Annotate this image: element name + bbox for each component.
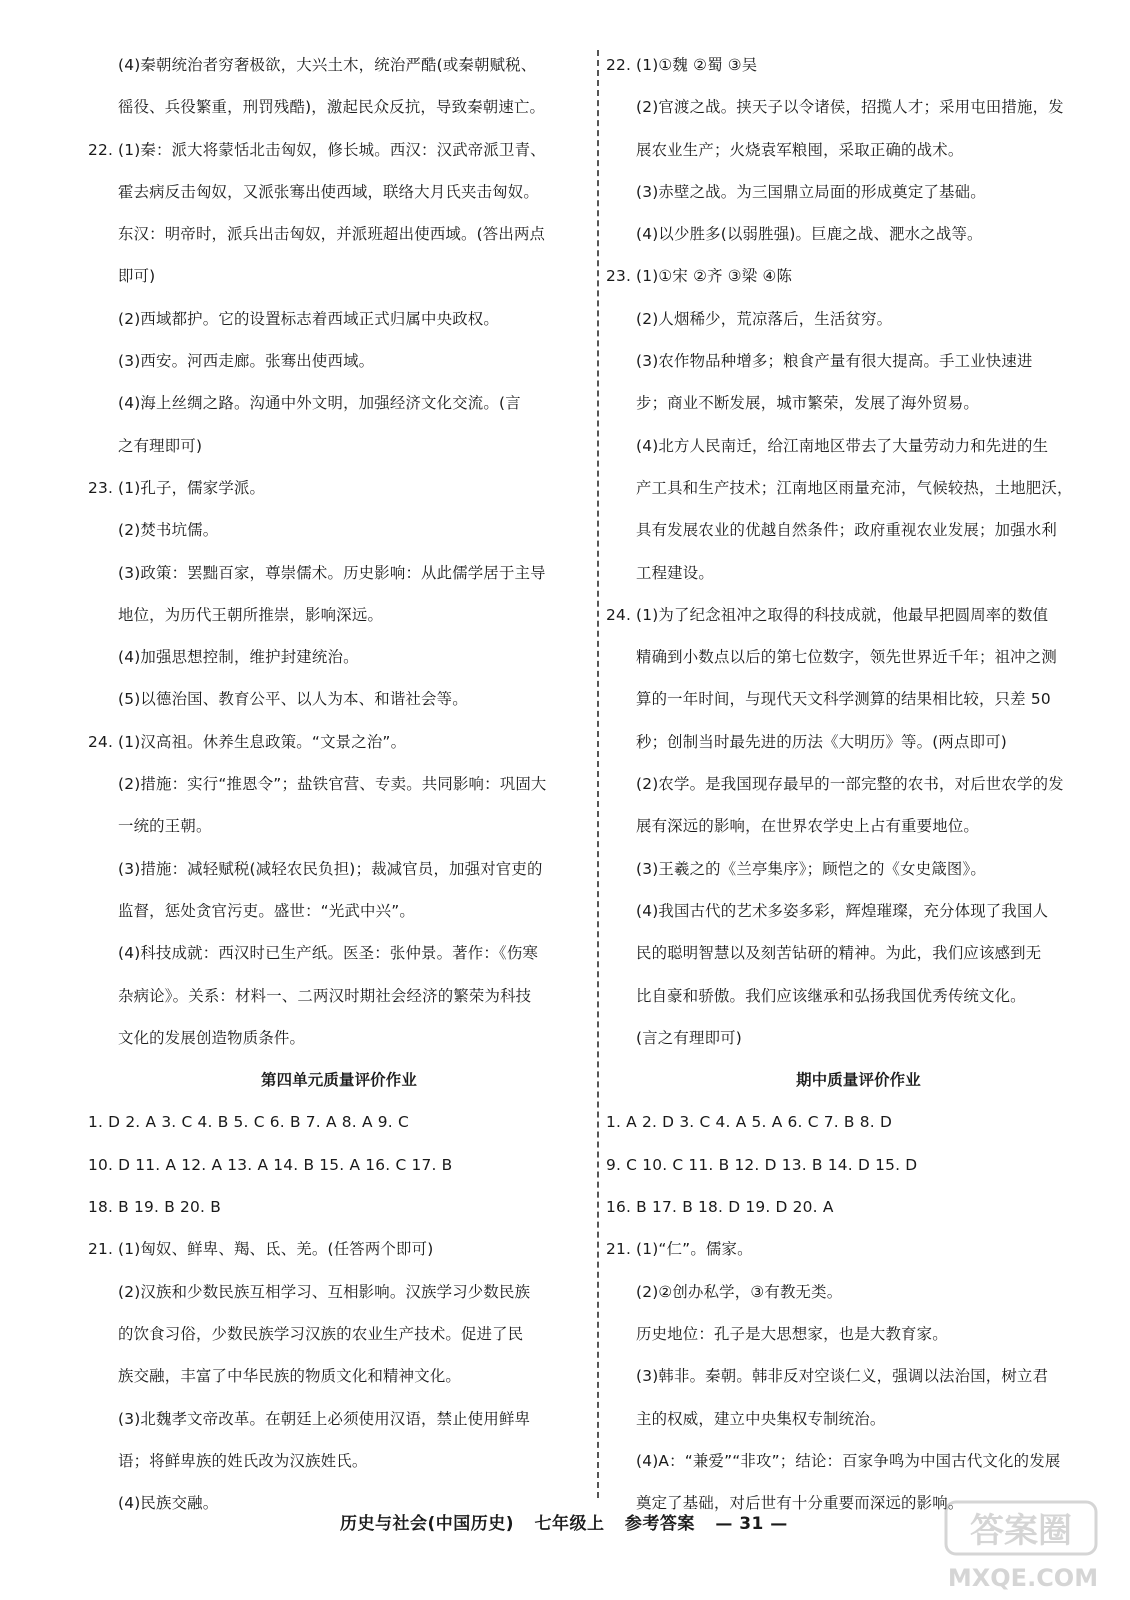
question-number: 22. — [88, 140, 114, 159]
answer-text: (1)匈奴、鲜卑、羯、氐、羌。(任答两个即可) — [118, 1240, 434, 1259]
answer-line: (2)人烟稀少，荒凉落后，生活贫穷。 — [636, 309, 893, 328]
answer-line: (3)西安。河西走廊。张骞出使西域。 — [118, 352, 375, 371]
answer-line: (4)北方人民南迁，给江南地区带去了大量劳动力和先进的生 — [636, 436, 1049, 455]
answer-line: 之有理即可) — [118, 436, 203, 455]
answer-line: (3)北魏孝文帝改革。在朝廷上必须使用汉语，禁止使用鲜卑 — [118, 1409, 531, 1428]
answer-line: 步；商业不断发展，城市繁荣，发展了海外贸易。 — [636, 394, 979, 413]
watermark-bottom-text: MXQE.COM — [947, 1564, 1099, 1592]
answer-line: 徭役、兵役繁重，刑罚残酷)，激起民众反抗，导致秦朝速亡。 — [118, 98, 546, 117]
watermark-logo — [938, 1496, 1108, 1596]
page-footer — [340, 1502, 900, 1546]
answer-line: 一统的王朝。 — [118, 817, 212, 836]
answer-line: (4)我国古代的艺术多姿多彩，辉煌璀璨，充分体现了我国人 — [636, 901, 1049, 920]
answer-line: 工程建设。 — [636, 563, 714, 582]
footer-subject: 历史与社会(中国历史) — [340, 1514, 515, 1534]
answer-line: (2)西域都护。它的设置标志着西域正式归属中央政权。 — [118, 309, 499, 328]
answer-line: (4)科技成就：西汉时已生产纸。医圣：张仲景。著作：《伤寒 — [118, 944, 539, 963]
answer-line: (3)农作物品种增多；粮食产量有很大提高。手工业快速进 — [636, 352, 1033, 371]
answer-line: (4)民族交融。 — [118, 1494, 219, 1513]
question-line — [88, 129, 590, 171]
answer-line: (4)以少胜多(以弱胜强)。巨鹿之战、淝水之战等。 — [636, 225, 983, 244]
answer-line: 10. D 11. A 12. A 13. A 14. B 15. A 16. C 17. B — [88, 1155, 453, 1174]
answer-line: 秒；创制当时最先进的历法《大明历》等。(两点即可) — [636, 732, 1007, 751]
answer-line: 展农业生产；火烧袁军粮囤，采取正确的战术。 — [636, 140, 964, 159]
answer-line: 16. B 17. B 18. D 19. D 20. A — [606, 1198, 834, 1217]
answer-line: 即可) — [118, 267, 156, 286]
question-line — [606, 1228, 1111, 1270]
answer-line: (2)措施：实行“推恩令”；盐铁官营、专卖。共同影响：巩固大 — [118, 775, 547, 794]
answer-line: (3)赤壁之战。为三国鼎立局面的形成奠定了基础。 — [636, 182, 986, 201]
question-number: 21. — [606, 1240, 632, 1259]
answer-line: 1. A 2. D 3. C 4. A 5. A 6. C 7. B 8. D — [606, 1113, 892, 1132]
answer-line: (4)A：“兼爱”“非攻”；结论：百家争鸣为中国古代文化的发展 — [636, 1451, 1061, 1470]
answer-line: 的饮食习俗，少数民族学习汉族的农业生产技术。促进了民 — [118, 1324, 524, 1343]
question-line — [88, 1228, 590, 1270]
answer-line: 具有发展农业的优越自然条件；政府重视农业发展；加强水利 — [636, 521, 1057, 540]
question-line — [606, 44, 1111, 86]
answer-line: (4)加强思想控制，维护封建统治。 — [118, 648, 359, 667]
answer-line: 算的一年时间，与现代天文科学测算的结果相比较，只差 50 — [636, 690, 1051, 709]
answer-line: 文化的发展创造物质条件。 — [118, 1028, 306, 1047]
answer-line: 比自豪和骄傲。我们应该继承和弘扬我国优秀传统文化。 — [636, 986, 1026, 1005]
question-line — [88, 721, 590, 763]
answer-text: (1)为了纪念祖冲之取得的科技成就，他最早把圆周率的数值 — [636, 605, 1049, 624]
answer-line: 历史地位：孔子是大思想家，也是大教育家。 — [636, 1324, 948, 1343]
answer-text: (1)①魏 ②蜀 ③吴 — [636, 56, 758, 74]
answer-line: 杂病论》。关系：材料一、二两汉时期社会经济的繁荣为科技 — [118, 986, 532, 1005]
question-number: 22. — [606, 56, 632, 74]
answer-line: 主的权威，建立中央集权专制统治。 — [636, 1409, 886, 1428]
answer-line: (3)措施：减轻赋税(减轻农民负担)；裁减官员，加强对官吏的 — [118, 859, 543, 878]
answer-line: 族交融，丰富了中华民族的物质文化和精神文化。 — [118, 1367, 461, 1386]
answer-text: (1)①宋 ②齐 ③梁 ④陈 — [636, 267, 793, 286]
answer-line: 9. C 10. C 11. B 12. D 13. B 14. D 15. D — [606, 1155, 918, 1174]
question-line — [606, 594, 1111, 636]
footer-label: 参考答案 — [624, 1514, 695, 1534]
answer-line: 东汉：明帝时，派兵出击匈奴，并派班超出使西域。(答出两点 — [118, 225, 546, 244]
answer-text: (1)孔子，儒家学派。 — [118, 478, 266, 497]
section-heading: 第四单元质量评价作业 — [261, 1071, 417, 1090]
answer-line: (2)焚书坑儒。 — [118, 521, 219, 540]
answer-line: (2)官渡之战。挟天子以令诸侯，招揽人才；采用屯田措施，发 — [636, 98, 1064, 117]
answer-line: 精确到小数点以后的第七位数字，领先世界近千年；祖冲之测 — [636, 648, 1057, 667]
question-line — [606, 255, 1111, 297]
answer-line: 展有深远的影响，在世界农学史上占有重要地位。 — [636, 817, 979, 836]
answer-line: 地位，为历代王朝所推崇，影响深远。 — [118, 605, 384, 624]
answer-text: (1)秦：派大将蒙恬北击匈奴，修长城。西汉：汉武帝派卫青、 — [118, 140, 546, 159]
answer-line: 产工具和生产技术；江南地区雨量充沛，气候较热，土地肥沃， — [636, 478, 1073, 497]
footer-page-number: — 31 — — [715, 1514, 788, 1534]
question-number: 21. — [88, 1240, 114, 1259]
answer-line: 监督，惩处贪官污吏。盛世：“光武中兴”。 — [118, 901, 415, 920]
answer-line: 语；将鲜卑族的姓氏改为汉族姓氏。 — [118, 1451, 368, 1470]
answer-line: (3)王羲之的《兰亭集序》；顾恺之的《女史箴图》。 — [636, 859, 986, 878]
answer-line: 霍去病反击匈奴，又派张骞出使西域，联络大月氏夹击匈奴。 — [118, 182, 539, 201]
watermark-top-text: 答案圈 — [970, 1511, 1072, 1551]
answer-line: (言之有理即可) — [636, 1028, 742, 1047]
answer-text: (1)汉高祖。休养生息政策。“文景之治”。 — [118, 732, 407, 751]
question-number: 23. — [88, 478, 114, 497]
question-number: 23. — [606, 267, 632, 286]
answer-line: (5)以德治国、教育公平、以人为本、和谐社会等。 — [118, 690, 468, 709]
question-number: 24. — [606, 605, 632, 624]
right-column — [606, 44, 1111, 1524]
answer-line: 民的聪明智慧以及刻苦钻研的精神。为此，我们应该感到无 — [636, 944, 1042, 963]
question-line — [88, 467, 590, 509]
answer-text: (1)“仁”。儒家。 — [636, 1240, 753, 1259]
answer-line: (2)汉族和少数民族互相学习、互相影响。汉族学习少数民族 — [118, 1282, 531, 1301]
answer-line: (3)政策：罢黜百家，尊崇儒术。历史影响：从此儒学居于主导 — [118, 563, 546, 582]
answer-line: (4)秦朝统治者穷奢极欲，大兴土木，统治严酷(或秦朝赋税、 — [118, 56, 537, 74]
section-heading: 期中质量评价作业 — [796, 1071, 921, 1090]
answer-line: (2)农学。是我国现存最早的一部完整的农书，对后世农学的发 — [636, 775, 1064, 794]
answer-line: (4)海上丝绸之路。沟通中外文明，加强经济文化交流。(言 — [118, 394, 521, 413]
answer-line: 奠定了基础，对后世有十分重要而深远的影响。 — [636, 1494, 964, 1513]
question-number: 24. — [88, 732, 114, 751]
footer-grade: 七年级上 — [534, 1514, 605, 1534]
answer-line: (2)②创办私学，③有教无类。 — [636, 1282, 843, 1301]
answer-line: 18. B 19. B 20. B — [88, 1198, 221, 1217]
answer-line: (3)韩非。秦朝。韩非反对空谈仁义，强调以法治国，树立君 — [636, 1367, 1049, 1386]
column-divider — [597, 50, 599, 1498]
left-column — [88, 44, 590, 1524]
answer-line: 1. D 2. A 3. C 4. B 5. C 6. B 7. A 8. A 9. C — [88, 1113, 409, 1132]
